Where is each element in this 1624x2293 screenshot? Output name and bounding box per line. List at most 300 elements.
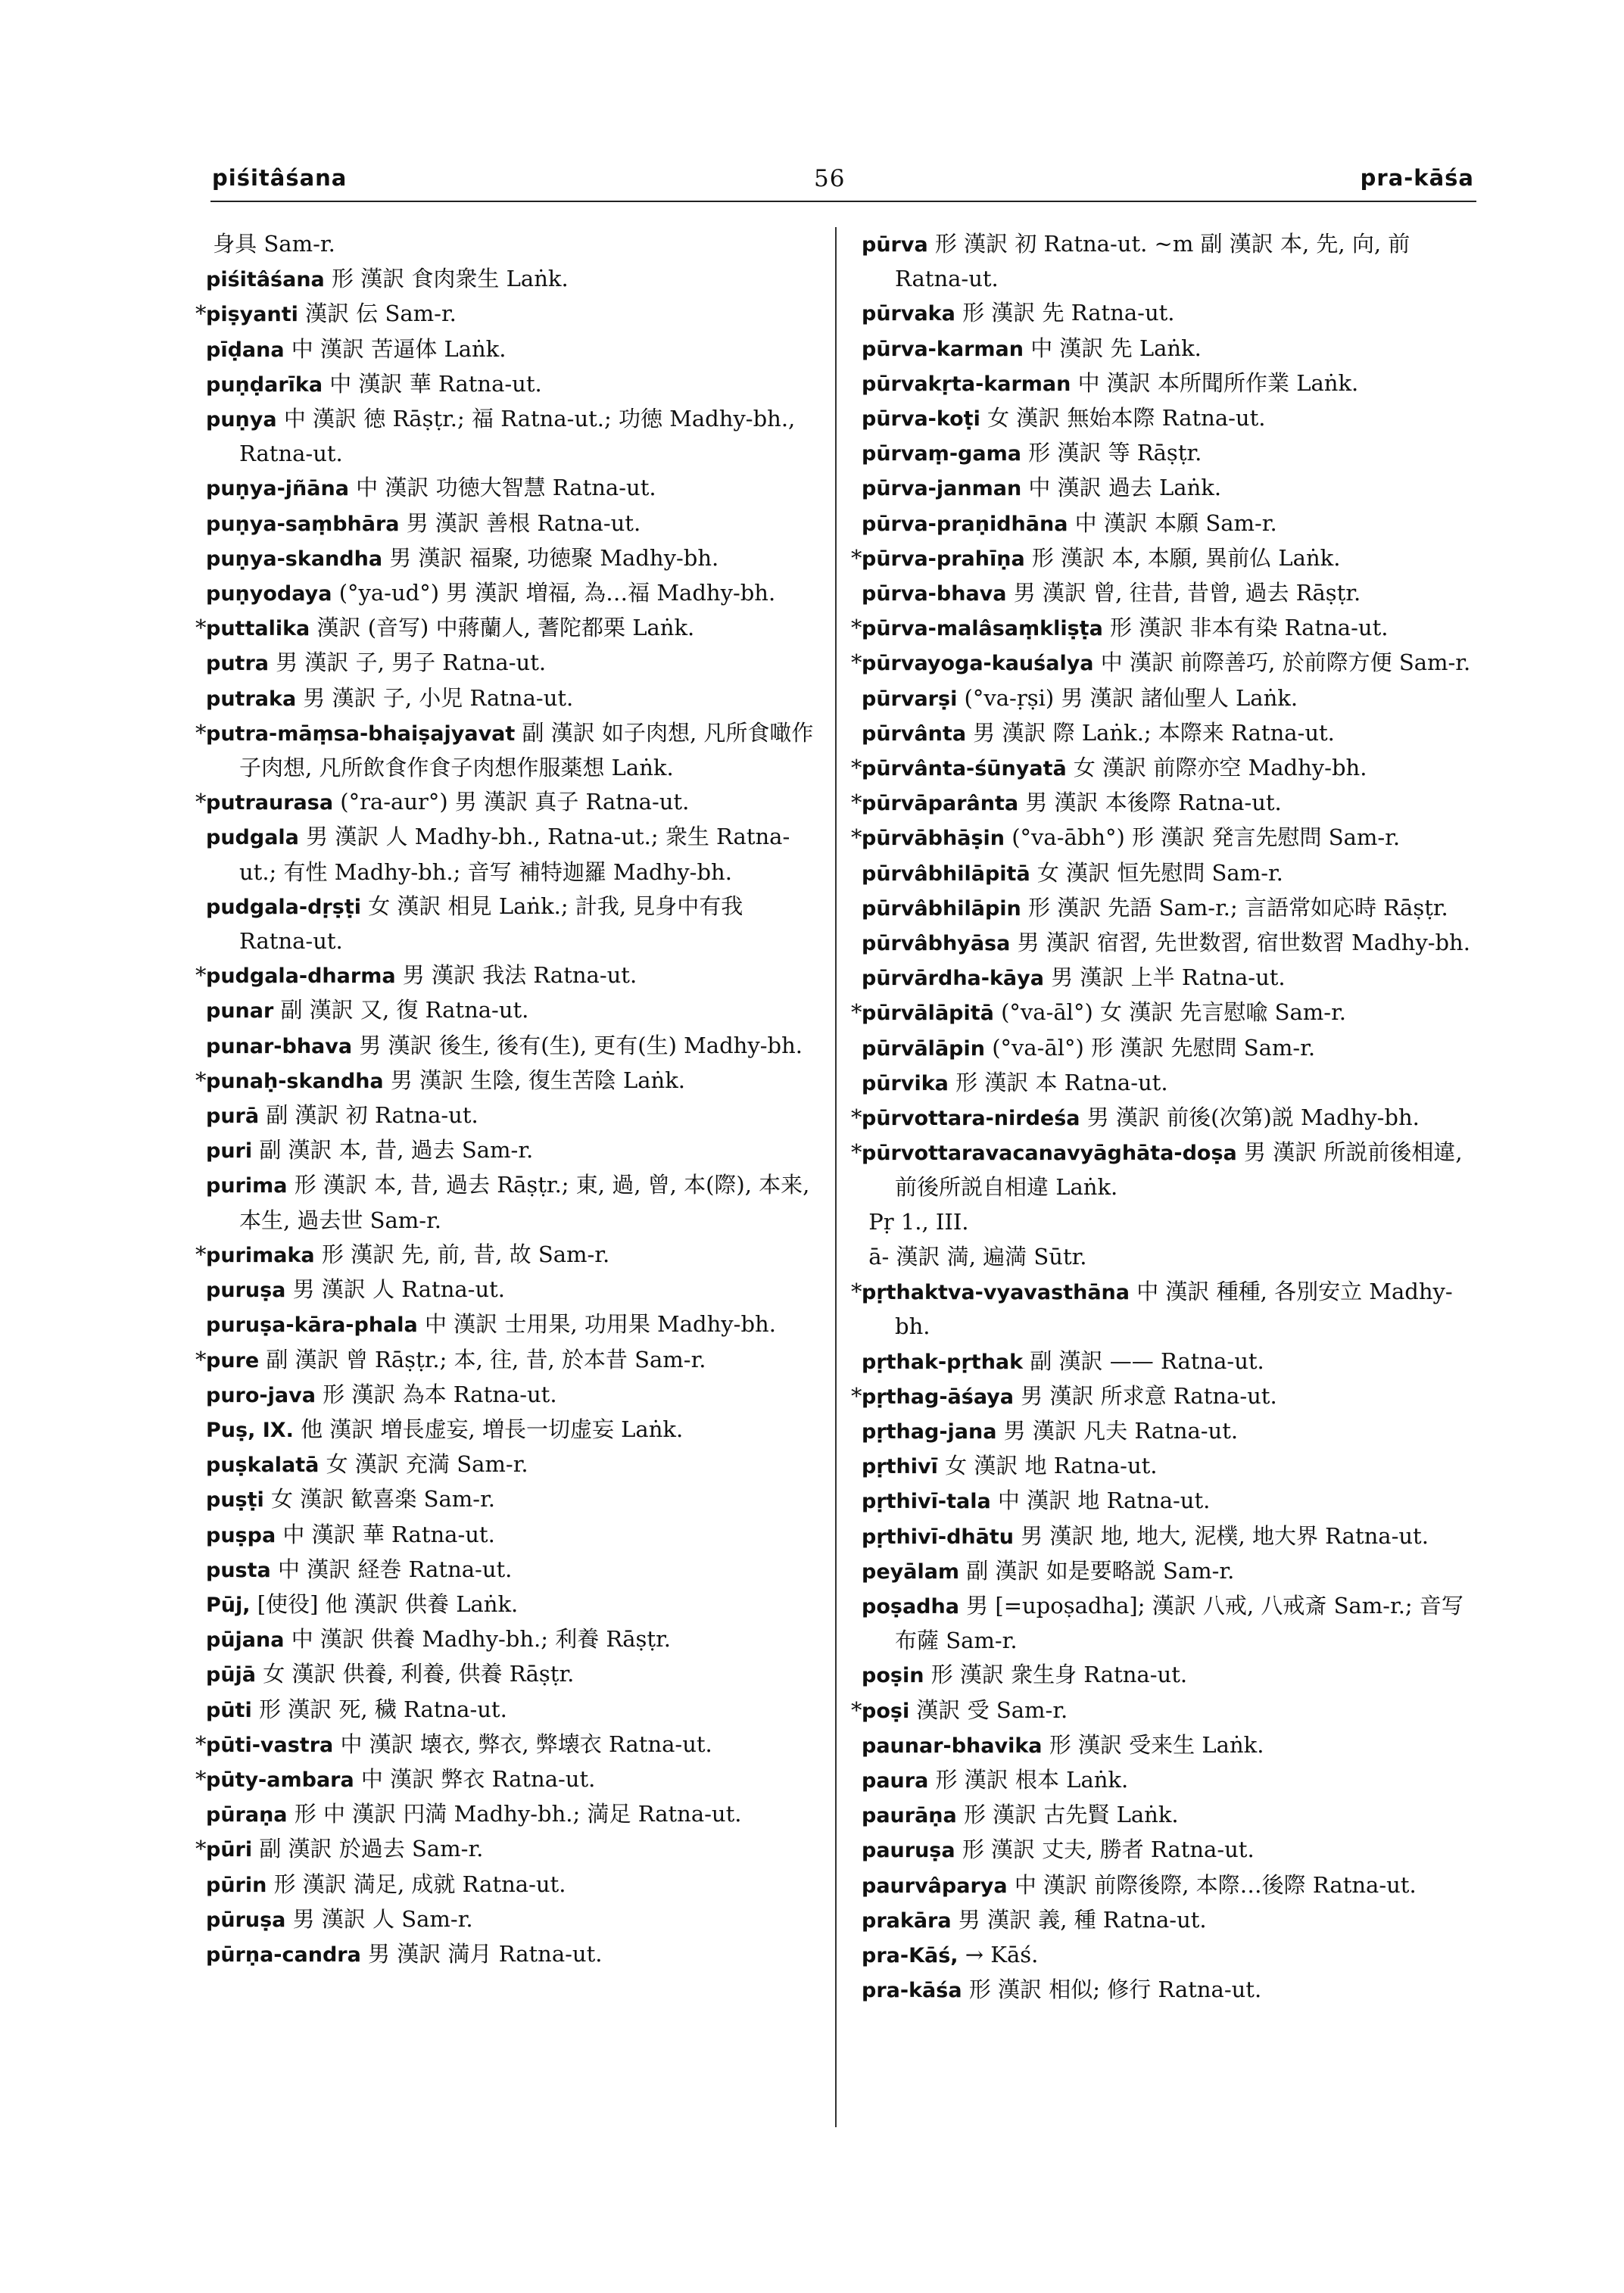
entry-definition: 中 漢訳 供養 Madhy-bh.; 利養 Rāṣṭr. (291, 1626, 671, 1653)
entry-headword: purimaka (206, 1243, 315, 1267)
entry-definition: 中 漢訳 過去 Laṅk. (1028, 475, 1222, 501)
entry-definition: 形 漢訳 根本 Laṅk. (935, 1766, 1129, 1793)
dictionary-entry (206, 1447, 823, 1482)
dictionary-entry (862, 891, 1479, 926)
entry-headword: piśitâśana (206, 268, 325, 292)
entry-definition: 副 漢訳 於過去 Sam-r. (259, 1836, 484, 1862)
left-column (195, 227, 823, 1972)
entry-headword: puṇya-saṃbhāra (206, 512, 400, 536)
dictionary-entry (206, 1307, 823, 1342)
entry-headword: pūraṇa (206, 1803, 288, 1827)
dictionary-entry (195, 1238, 823, 1273)
entry-definition: 漢訳 伝 Sam-r. (305, 301, 457, 327)
entry-definition: 漢訳 (音写) 中蔣蘭人, 蓍陀都栗 Laṅk. (316, 615, 695, 641)
entry-definition: 男 漢訳 人 Sam-r. (292, 1905, 473, 1932)
entry-marker: * (851, 1696, 862, 1723)
entry-definition: 身具 Sam-r. (213, 231, 335, 257)
entry-definition: 中 漢訳 華 Ratna-ut. (329, 370, 542, 397)
column-separator (835, 227, 837, 2127)
entry-definition: (°va-ābh°) 形 漢訳 発言先慰問 Sam-r. (1011, 824, 1401, 851)
entry-definition: 女 漢訳 相見 Laṅk.; 計我, 見身中有我 Ratna-ut. (239, 893, 743, 955)
entry-headword: pūti-vastra (206, 1733, 334, 1757)
entry-headword: pūrva-praṇidhāna (862, 512, 1068, 536)
dictionary-entry (206, 1273, 823, 1307)
entry-definition: 副 漢訳 曾 Rāṣṭr.; 本, 往, 昔, 於本昔 Sam-r. (266, 1346, 706, 1372)
entry-headword: puruṣa-kāra-phala (206, 1313, 418, 1338)
dictionary-entry (862, 681, 1479, 716)
dictionary-entry (195, 958, 823, 993)
entry-marker: * (851, 1279, 862, 1305)
entry-definition: 中 漢訳 苦逼体 Laṅk. (291, 335, 507, 362)
entry-definition: 女 漢訳 歓喜楽 Sam-r. (271, 1486, 496, 1513)
entry-definition: 副 漢訳 如是要略説 Sam-r. (966, 1557, 1235, 1584)
entry-definition: 他 漢訳 増長虚妄, 増長一切虚妄 Laṅk. (301, 1416, 684, 1442)
dictionary-entry (862, 366, 1479, 401)
entry-headword: peyālam (862, 1559, 960, 1584)
dictionary-entry (851, 751, 1479, 786)
entry-headword: paurāṇa (862, 1804, 957, 1828)
right-column (851, 227, 1479, 2008)
entry-headword: puṣpa (206, 1523, 276, 1547)
entry-headword: pūrvaka (862, 302, 955, 326)
entry-marker: * (195, 1346, 207, 1372)
entry-definition: 形 漢訳 為本 Ratna-ut. (323, 1381, 557, 1407)
dictionary-entry (862, 401, 1479, 436)
dictionary-entry (851, 1693, 1479, 1728)
dictionary-entry (862, 1798, 1479, 1833)
entry-headword: pūjā (206, 1663, 257, 1687)
dictionary-entry (206, 889, 823, 958)
entry-definition: 形 漢訳 古先賢 Laṅk. (963, 1802, 1179, 1828)
entry-definition: 形 漢訳 等 Rāṣṭr. (1028, 440, 1202, 466)
entry-definition: 男 漢訳 宿習, 先世数習, 宿世数習 Madhy-bh. (1017, 930, 1470, 956)
dictionary-entry (206, 1868, 823, 1902)
dictionary-entry (862, 1240, 1479, 1275)
entry-headword: pūrva-malâsaṃkliṣṭa (862, 617, 1103, 641)
dictionary-entry (195, 297, 823, 332)
entry-headword: pūrva-karman (862, 337, 1024, 361)
dictionary-entry (862, 1903, 1479, 1938)
dictionary-entry (862, 436, 1479, 471)
entry-definition: 形 漢訳 相似; 修行 Ratna-ut. (968, 1977, 1262, 2003)
entry-definition: 男 漢訳 子, 小児 Ratna-ut. (303, 684, 574, 711)
dictionary-entry (862, 576, 1479, 611)
dictionary-entry (862, 1938, 1479, 1973)
entry-headword: pūrvânta-śūnyatā (862, 757, 1067, 781)
entry-definition: 男 [=upoṣadha]; 漢訳 八戒, 八戒斎 Sam-r.; 音写 布薩 Sam-r. (895, 1592, 1463, 1654)
entry-headword: pṛthaktva-vyavasthāna (862, 1281, 1130, 1305)
dictionary-entry (862, 1763, 1479, 1798)
entry-headword: pūrvâbhilāpitā (862, 861, 1030, 886)
entry-headword: pūrvābhāṣin (862, 827, 1005, 851)
entry-headword: pūrvāparânta (862, 792, 1019, 816)
entry-headword: pūrva-bhava (862, 582, 1007, 606)
entry-definition: 形 漢訳 先 Ratna-ut. (962, 300, 1175, 326)
dictionary-entry (862, 1554, 1479, 1589)
entry-headword: prakāra (862, 1908, 952, 1933)
entry-headword: Puṣ, IX. (206, 1418, 294, 1442)
entry-definition: 男 漢訳 凡夫 Ratna-ut. (1003, 1417, 1239, 1444)
entry-marker: * (851, 1382, 862, 1409)
entry-headword: pūrvika (862, 1071, 949, 1095)
entry-definition: 形 漢訳 先, 前, 昔, 故 Sam-r. (321, 1241, 610, 1267)
entry-definition: 副 漢訳 本, 昔, 過去 Sam-r. (259, 1137, 534, 1164)
dictionary-entry (862, 296, 1479, 331)
entry-definition: 形 漢訳 食肉衆生 Laṅk. (332, 266, 569, 292)
dictionary-entry (862, 926, 1479, 961)
dictionary-entry (862, 332, 1479, 366)
entry-definition: 男 漢訳 子, 男子 Ratna-ut. (276, 650, 547, 676)
entry-headword: poṣin (862, 1664, 924, 1688)
entry-marker: * (195, 1731, 207, 1757)
entry-definition: 形 漢訳 丈夫, 勝者 Ratna-ut. (962, 1837, 1255, 1863)
entry-definition: 女 漢訳 供養, 利養, 供養 Rāṣṭr. (263, 1661, 575, 1687)
entry-definition: → Kāś. (965, 1941, 1039, 1967)
entry-headword: pṛthivī-dhātu (862, 1525, 1014, 1549)
dictionary-entry (851, 646, 1479, 681)
dictionary-entry (206, 646, 823, 681)
running-head-left: piśitâśana (212, 165, 348, 191)
dictionary-entry (862, 1519, 1479, 1554)
entry-definition: 形 漢訳 満足, 成就 Ratna-ut. (273, 1871, 566, 1897)
entry-headword: puṇḍarīka (206, 372, 323, 397)
entry-headword: putra (206, 652, 269, 676)
dictionary-entry (851, 1101, 1479, 1136)
entry-definition: 形 漢訳 死, 穢 Ratna-ut. (258, 1696, 507, 1722)
entry-headword: puṇya (206, 408, 277, 432)
entry-definition: 女 漢訳 恒先慰問 Sam-r. (1036, 859, 1283, 886)
entry-definition: 副 漢訳 —— Ratna-ut. (1030, 1347, 1264, 1374)
entry-definition: 中 漢訳 本所聞所作業 Laṅk. (1077, 369, 1359, 396)
dictionary-entry (851, 1136, 1479, 1204)
entry-definition: 形 漢訳 衆生身 Ratna-ut. (930, 1662, 1188, 1688)
entry-definition: 副 漢訳 又, 復 Ratna-ut. (280, 997, 529, 1023)
entry-definition: 男 漢訳 地, 地大, 泥樸, 地大界 Ratna-ut. (1021, 1522, 1429, 1549)
dictionary-entry (851, 541, 1479, 576)
entry-headword: pusta (206, 1558, 271, 1582)
entry-definition: 中 漢訳 士用果, 功用果 Madhy-bh. (424, 1311, 776, 1338)
entry-definition: 中 漢訳 先 Laṅk. (1030, 335, 1202, 361)
entry-headword: puṣkalatā (206, 1453, 320, 1478)
entry-definition: [使役] 他 漢訳 供養 Laṅk. (257, 1590, 519, 1617)
entry-headword: pūrvarṣi (862, 687, 958, 711)
dictionary-entry (206, 1587, 823, 1622)
dictionary-entry (862, 856, 1479, 891)
dictionary-entry (862, 1205, 1479, 1240)
entry-headword: pūty-ambara (206, 1768, 354, 1792)
dictionary-entry (195, 785, 823, 820)
entry-headword: puttalika (206, 617, 310, 641)
entry-headword: puro-java (206, 1383, 316, 1407)
entry-headword: pūjana (206, 1628, 285, 1653)
entry-headword: pūri (206, 1838, 253, 1862)
entry-headword: purima (206, 1174, 288, 1198)
entry-headword: pūrvânta (862, 721, 967, 746)
dictionary-entry (862, 1449, 1479, 1484)
dictionary-entry (206, 1378, 823, 1413)
dictionary-entry (862, 1868, 1479, 1903)
entry-headword: pūti (206, 1698, 252, 1722)
entry-headword: pūrin (206, 1873, 267, 1897)
entry-definition: 形 漢訳 受来生 Laṅk. (1049, 1731, 1264, 1758)
entry-marker: * (851, 1104, 862, 1131)
entry-definition: 男 漢訳 曾, 往昔, 昔曾, 過去 Rāṣṭr. (1013, 580, 1361, 606)
entry-definition: (°va-āl°) 女 漢訳 先言慰喩 Sam-r. (1001, 999, 1346, 1026)
entry-definition: 男 漢訳 善根 Ratna-ut. (406, 509, 641, 536)
entry-definition: 男 漢訳 満月 Ratna-ut. (368, 1940, 603, 1967)
dictionary-entry (206, 1622, 823, 1657)
entry-definition: 副 漢訳 初 Ratna-ut. (266, 1102, 478, 1129)
entry-headword: pūrvālāpin (862, 1036, 985, 1061)
entry-marker: * (851, 755, 862, 781)
entry-headword: pūrvaṃ-gama (862, 442, 1021, 466)
dictionary-entry (851, 821, 1479, 855)
entry-headword: paunar-bhavika (862, 1734, 1043, 1758)
entry-headword: pīḍana (206, 338, 285, 362)
entry-headword: pūrvâbhyāsa (862, 932, 1011, 956)
dictionary-entry (206, 1797, 823, 1832)
entry-definition: 副 漢訳 如子肉想, 凡所食噉作子肉想, 凡所飲食作食子肉想作服薬想 Laṅk. (239, 719, 814, 781)
entry-definition: 男 漢訳 上半 Ratna-ut. (1051, 964, 1286, 991)
dictionary-entry (206, 367, 823, 402)
entry-definition: 女 漢訳 前際亦空 Madhy-bh. (1073, 755, 1367, 781)
entry-headword: puri (206, 1139, 253, 1164)
dictionary-entry (195, 1064, 823, 1098)
entry-definition: 男 漢訳 所説前後相違, 前後所説自相違 Laṅk. (895, 1139, 1463, 1201)
dictionary-entry (206, 227, 823, 262)
entry-headword: paura (862, 1768, 929, 1793)
dictionary-entry (862, 1414, 1479, 1449)
entry-marker: * (195, 615, 207, 641)
running-head-right: pra-kāśa (1360, 165, 1474, 191)
entry-headword: purā (206, 1104, 260, 1129)
entry-headword: putraurasa (206, 791, 334, 815)
entry-marker: * (195, 962, 207, 989)
entry-definition: 男 漢訳 義, 種 Ratna-ut. (958, 1906, 1207, 1933)
dictionary-entry (862, 1833, 1479, 1868)
dictionary-entry (862, 471, 1479, 506)
entry-marker: * (195, 1241, 207, 1267)
entry-headword: pauruṣa (862, 1839, 955, 1863)
entry-headword: punaḥ-skandha (206, 1069, 384, 1093)
entry-headword: putra-māṃsa-bhaiṣajyavat (206, 721, 516, 746)
dictionary-entry (862, 1031, 1479, 1066)
dictionary-entry (862, 716, 1479, 751)
entry-definition: 中 漢訳 地 Ratna-ut. (997, 1488, 1211, 1514)
entry-headword: pūrvottara-nirdeśa (862, 1107, 1080, 1131)
entry-definition: 女 漢訳 充満 Sam-r. (326, 1451, 528, 1478)
dictionary-entry (862, 1589, 1479, 1658)
entry-headword: puṣṭi (206, 1488, 264, 1513)
entry-definition: 中 漢訳 功徳大智慧 Ratna-ut. (356, 475, 656, 501)
entry-headword: pṛthak-pṛthak (862, 1350, 1024, 1374)
entry-headword: pra-kāśa (862, 1979, 962, 2003)
dictionary-entry (206, 993, 823, 1028)
entry-headword: punar-bhava (206, 1034, 353, 1058)
dictionary-entry (862, 227, 1479, 296)
dictionary-entry (206, 541, 823, 576)
entry-headword: pūrva (862, 233, 928, 257)
entry-definition: 中 漢訳 弊衣 Ratna-ut. (360, 1765, 596, 1792)
dictionary-entry (206, 1693, 823, 1728)
entry-marker: * (195, 789, 207, 815)
entry-definition: ā- 漢訳 満, 遍満 Sūtr. (868, 1243, 1087, 1270)
dictionary-entry (862, 1066, 1479, 1101)
dictionary-entry (206, 1168, 823, 1237)
entry-definition: 男 漢訳 後生, 後有(生), 更有(生) Madhy-bh. (359, 1032, 803, 1058)
entry-headword: pūrvâbhilāpin (862, 896, 1021, 921)
dictionary-entry (206, 1029, 823, 1064)
entry-definition: 中 漢訳 経巻 Ratna-ut. (277, 1556, 513, 1582)
entry-headword: putraka (206, 687, 297, 711)
dictionary-entry (206, 262, 823, 297)
entry-marker: * (195, 301, 207, 327)
entry-headword: paurvâparya (862, 1874, 1008, 1898)
dictionary-entry (206, 1553, 823, 1587)
dictionary-entry (206, 402, 823, 471)
entry-headword: pūrvālāpitā (862, 1002, 994, 1026)
entry-headword: pūrvayoga-kauśalya (862, 652, 1094, 676)
entry-headword: pūrva-prahīṇa (862, 547, 1025, 571)
entry-marker: * (851, 824, 862, 851)
entry-definition: 男 漢訳 福聚, 功徳聚 Madhy-bh. (389, 544, 719, 571)
dictionary-entry (195, 716, 823, 785)
dictionary-entry (195, 1832, 823, 1867)
entry-headword: puṇya-jñāna (206, 477, 349, 501)
entry-headword: pra-Kāś, (862, 1943, 959, 1967)
entry-headword: pṛthivī (862, 1455, 938, 1479)
entry-definition: 男 漢訳 所求意 Ratna-ut. (1021, 1382, 1277, 1409)
entry-definition: 中 漢訳 徳 Rāṣṭr.; 福 Ratna-ut.; 功徳 Madhy-bh., Ratna-ut. (239, 406, 796, 467)
entry-definition: 女 漢訳 無始本際 Ratna-ut. (987, 405, 1266, 431)
entry-marker: * (195, 1067, 207, 1093)
entry-definition: (°ra-aur°) 男 漢訳 真子 Ratna-ut. (340, 789, 690, 815)
entry-headword: pūrva-koṭi (862, 407, 980, 431)
entry-definition: 男 漢訳 際 Laṅk.; 本際来 Ratna-ut. (973, 719, 1335, 746)
dictionary-entry (206, 471, 823, 506)
dictionary-entry (195, 1762, 823, 1797)
entry-headword: pṛthivī-tala (862, 1490, 991, 1514)
entry-headword: pūruṣa (206, 1908, 286, 1932)
dictionary-entry (851, 1275, 1479, 1344)
entry-headword: pūrvārdha-kāya (862, 967, 1044, 991)
entry-definition: Pṛ 1., III. (868, 1208, 969, 1235)
entry-definition: 中 漢訳 壊衣, 弊衣, 弊壊衣 Ratna-ut. (340, 1731, 712, 1757)
dictionary-entry (195, 611, 823, 646)
entry-marker: * (195, 1836, 207, 1862)
entry-marker: * (195, 719, 207, 746)
header-rule (210, 201, 1476, 202)
dictionary-entry (851, 786, 1479, 821)
dictionary-entry (862, 1973, 1479, 2008)
entry-definition: 形 中 漢訳 円満 Madhy-bh.; 満足 Ratna-ut. (294, 1801, 742, 1827)
dictionary-entry (206, 1518, 823, 1553)
entry-definition: 形 漢訳 本, 本願, 異前仏 Laṅk. (1031, 544, 1341, 571)
dictionary-entry (206, 1902, 823, 1937)
entry-definition: 男 漢訳 生陰, 復生苦陰 Laṅk. (390, 1067, 685, 1093)
entry-marker: * (851, 1139, 862, 1166)
entry-headword: poṣadha (862, 1594, 959, 1618)
entry-definition: 形 漢訳 本 Ratna-ut. (955, 1069, 1168, 1095)
entry-headword: pūrṇa-candra (206, 1943, 361, 1967)
entry-definition: (°va-ṛṣi) 男 漢訳 諸仙聖人 Laṅk. (964, 684, 1298, 711)
entry-marker: * (851, 790, 862, 816)
dictionary-entry (206, 1133, 823, 1168)
entry-marker: * (195, 1765, 207, 1792)
entry-headword: puṇya-skandha (206, 547, 383, 571)
entry-definition: 男 漢訳 我法 Ratna-ut. (402, 962, 637, 989)
dictionary-entry (862, 961, 1479, 995)
dictionary-entry (851, 611, 1479, 646)
entry-headword: piṣyanti (206, 303, 298, 327)
entry-definition: 中 漢訳 本願 Sam-r. (1074, 509, 1277, 536)
entry-headword: pure (206, 1348, 260, 1372)
dictionary-entry (862, 1484, 1479, 1519)
dictionary-entry (862, 506, 1479, 541)
entry-marker: * (851, 544, 862, 571)
entry-definition: 女 漢訳 地 Ratna-ut. (945, 1453, 1158, 1479)
dictionary-entry (851, 995, 1479, 1030)
dictionary-entry (851, 1379, 1479, 1414)
entry-definition: 男 漢訳 人 Ratna-ut. (292, 1276, 506, 1303)
dictionary-entry (195, 1728, 823, 1762)
page-number: 56 (814, 165, 846, 192)
entry-headword: pudgala-dharma (206, 964, 396, 989)
entry-definition: 中 漢訳 種種, 各別安立 Madhy-bh. (895, 1279, 1453, 1340)
entry-definition: 男 漢訳 前後(次第)説 Madhy-bh. (1086, 1104, 1420, 1131)
entry-definition: 形 漢訳 先語 Sam-r.; 言語常如応時 Rāṣṭr. (1028, 894, 1448, 921)
dictionary-entry (206, 681, 823, 716)
entry-definition: 中 漢訳 華 Ratna-ut. (282, 1521, 495, 1547)
entry-definition: 形 漢訳 本, 昔, 過去 Rāṣṭr.; 東, 過, 曾, 本(際), 本来, 本生, 過去世 Sam-r. (239, 1172, 810, 1233)
entry-headword: pudgala-dṛṣṭi (206, 895, 361, 919)
entry-headword: pūrvakṛta-karman (862, 372, 1071, 396)
dictionary-entry (195, 1343, 823, 1378)
dictionary-entry (206, 576, 823, 611)
entry-marker: * (851, 999, 862, 1026)
entry-marker: * (851, 615, 862, 641)
dictionary-entry (206, 506, 823, 541)
entry-definition: 男 漢訳 本後際 Ratna-ut. (1025, 790, 1282, 816)
entry-headword: pudgala (206, 826, 299, 850)
dictionary-entry (862, 1344, 1479, 1379)
entry-headword: puruṣa (206, 1279, 286, 1303)
entry-definition: 男 漢訳 人 Madhy-bh., Ratna-ut.; 衆生 Ratna-ut.; 有性 Madhy-bh.; 音写 補特迦羅 Madhy-bh. (239, 824, 790, 885)
entry-definition: (°ya-ud°) 男 漢訳 増福, 為…福 Madhy-bh. (338, 580, 776, 606)
entry-headword: pūrva-janman (862, 477, 1022, 501)
dictionary-entry (206, 332, 823, 367)
dictionary-entry (206, 1937, 823, 1972)
entry-definition: (°va-āl°) 形 漢訳 先慰問 Sam-r. (992, 1034, 1316, 1061)
entry-definition: 中 漢訳 前際善巧, 於前際方便 Sam-r. (1100, 650, 1471, 676)
entry-headword: Pūj, (206, 1593, 251, 1617)
entry-marker: * (851, 650, 862, 676)
dictionary-entry (206, 1657, 823, 1692)
dictionary-entry (206, 1098, 823, 1133)
entry-headword: poṣi (862, 1699, 910, 1723)
entry-definition: 中 漢訳 前際後際, 本際…後際 Ratna-ut. (1014, 1871, 1417, 1898)
entry-headword: pūrvottaravacanavyāghāta-doṣa (862, 1142, 1237, 1166)
dictionary-entry (206, 1482, 823, 1517)
entry-definition: 漢訳 受 Sam-r. (916, 1696, 1068, 1723)
dictionary-entry (206, 820, 823, 889)
entry-headword: punar (206, 999, 274, 1023)
dictionary-entry (862, 1728, 1479, 1763)
entry-headword: pṛthag-jana (862, 1419, 997, 1444)
entry-definition: 形 漢訳 非本有染 Ratna-ut. (1110, 615, 1389, 641)
dictionary-entry (862, 1658, 1479, 1693)
entry-headword: pṛthag-āśaya (862, 1385, 1015, 1409)
